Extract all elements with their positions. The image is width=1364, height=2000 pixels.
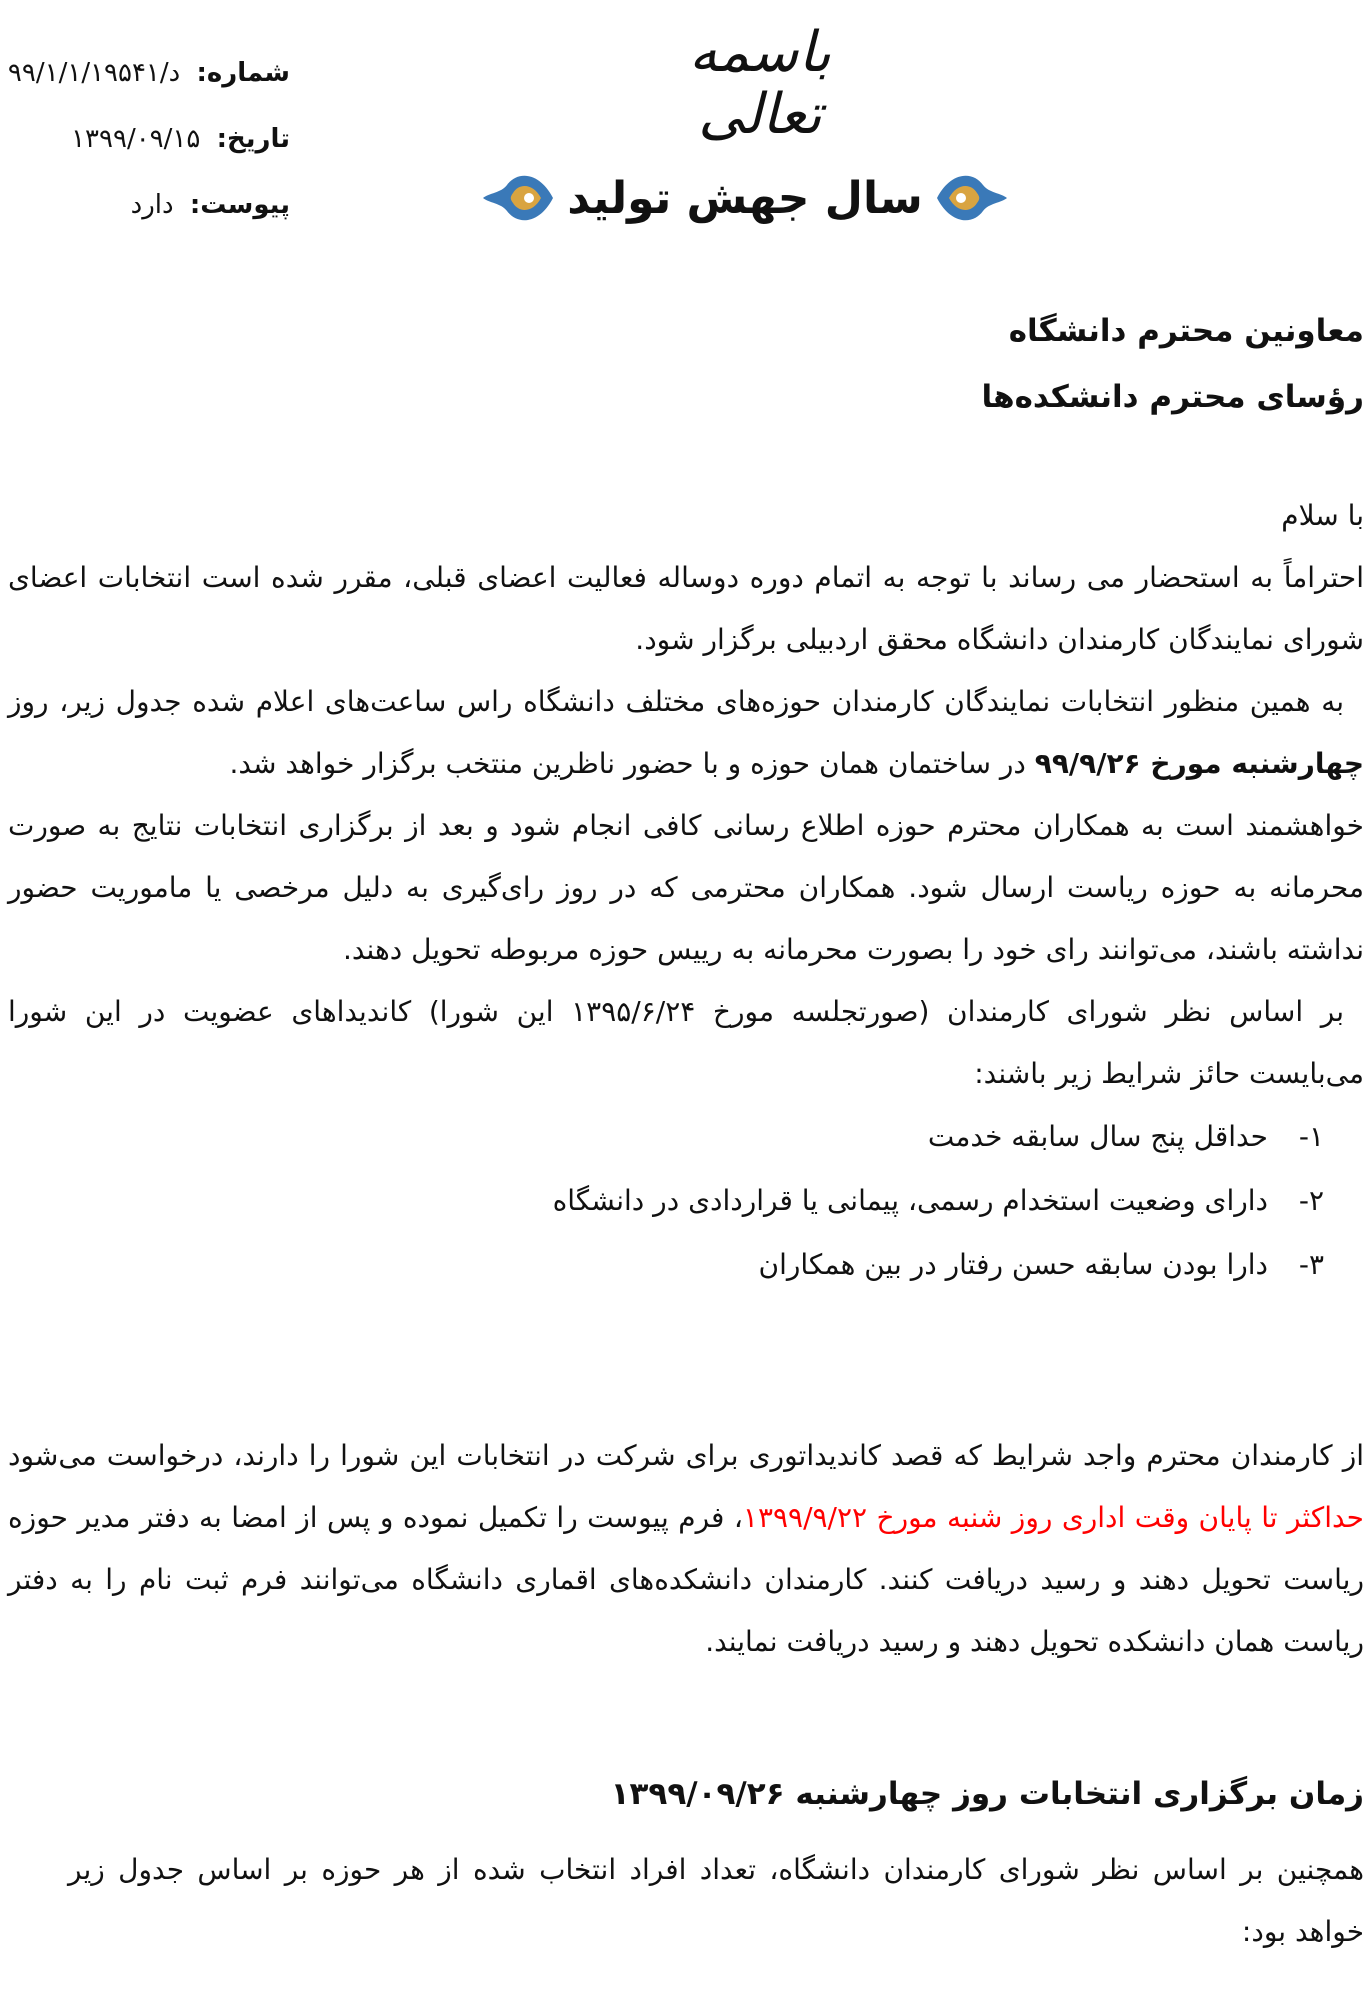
ornament-right-icon xyxy=(931,163,1011,233)
basmala-heading: باسمه تعالی xyxy=(689,20,831,147)
paragraph-conditions-intro: بر اساس نظر شورای کارمندان (صورتجلسه مورخ ۱۳۹۵/۶/۲۴ این شورا) کاندیداهای عضویت در این شورا می‌بایست حائز شرایط زیر باشند: xyxy=(8,995,1364,1090)
list-item xyxy=(8,1233,1324,1297)
letter-date-value: ۱۳۹۹/۰۹/۱۵ xyxy=(71,124,201,154)
conditions-list xyxy=(8,1105,1364,1297)
paragraph-election-schedule xyxy=(8,671,1364,795)
list-item-text: دارای وضعیت استخدام رسمی، پیمانی یا قراردادی در دانشگاه xyxy=(552,1184,1268,1217)
list-item-number: ۳- xyxy=(1298,1248,1324,1281)
election-time-heading: زمان برگزاری انتخابات روز چهارشنبه ۱۳۹۹/۰۹/۲۶ xyxy=(610,1776,1364,1812)
ornament-left-icon xyxy=(479,163,559,233)
letter-body xyxy=(8,298,1364,1963)
list-item-number: ۱- xyxy=(1298,1120,1324,1153)
letter-attachment-row xyxy=(0,172,290,238)
addressee-line: معاونین محترم دانشگاه xyxy=(1008,313,1364,349)
paragraph-text: از کارمندان محترم واجد شرایط که قصد کاندیداتوری برای شرکت در انتخابات این شورا را دارند، درخواست می‌شود xyxy=(8,1439,1364,1472)
list-item xyxy=(8,1105,1324,1169)
paragraph-intro: احتراماً به استحضار می رساند با توجه به اتمام دوره دوساله فعالیت اعضای قبلی، مقرر شده است انتخابات اعضای شورای نمایندگان کارمندان دانشگاه محقق اردبیلی برگزار شود. xyxy=(8,561,1364,656)
letter-number-value: ۹۹/د/۱/۱/۱۹۵۴۱ xyxy=(7,58,181,88)
letter-date-label: تاریخ: xyxy=(216,124,290,154)
section-spacer xyxy=(8,1297,1364,1425)
letter-number-label: شماره: xyxy=(196,58,290,88)
year-title: سال جهش تولید xyxy=(567,172,923,224)
list-item-text: حداقل پنج سال سابقه خدمت xyxy=(927,1120,1268,1153)
paragraph-notification: خواهشمند است به همکاران محترم حوزه اطلاع رسانی کافی انجام شود و بعد از برگزاری انتخابات نتایج به صورت محرمانه به حوزه ریاست ارسال شود. همکاران محترمی که در روز رای‌گیری به دلیل مرخصی یا ماموریت حضور نداشته باشند، می‌توانند رای خود را بصورت محرمانه به رییس حوزه مربوطه تحویل دهند. xyxy=(8,809,1364,966)
deadline-highlight: حداکثر تا پایان وقت اداری روز شنبه مورخ ۱۳۹۹/۹/۲۲ xyxy=(742,1501,1364,1534)
list-item xyxy=(8,1169,1324,1233)
list-item-number: ۲- xyxy=(1298,1184,1324,1217)
greeting: با سلام xyxy=(1281,499,1364,532)
letter-metadata xyxy=(0,40,290,238)
letter-attachment-label: پیوست: xyxy=(189,190,290,220)
paragraph-text: ، فرم پیوست را تکمیل نموده و پس از امضا به دفتر مدیر حوزه ریاست تحویل دهند و رسید دریافت کنند. کارمندان دانشکده‌های اقماری دانشگاه می‌توانند فرم ثبت نام را به دفتر ریاست همان دانشکده تحویل دهند و رسید دریافت نمایند. xyxy=(8,1501,1364,1658)
addressee-line: رؤسای محترم دانشکده‌ها xyxy=(981,379,1364,415)
letter-attachment-value: دارد xyxy=(130,190,174,220)
paragraph-text: در ساختمان همان حوزه و با حضور ناظرین منتخب برگزار خواهد شد. xyxy=(229,747,1035,780)
letter-date-row xyxy=(0,106,290,172)
year-banner xyxy=(505,160,985,236)
paragraph-table-intro: همچنین بر اساس نظر شورای کارمندان دانشگاه، تعداد افراد انتخاب شده از هر حوزه بر اساس جدول زیر خواهد بود: xyxy=(68,1853,1364,1948)
paragraph-text: به همین منظور انتخابات نمایندگان کارمندان حوزه‌های مختلف دانشگاه راس ساعت‌های اعلام شده جدول زیر، روز xyxy=(8,685,1344,718)
election-date-highlight: چهارشنبه مورخ ۹۹/۹/۲۶ xyxy=(1034,747,1364,780)
letter-number-row xyxy=(0,40,290,106)
list-item-text: دارا بودن سابقه حسن رفتار در بین همکاران xyxy=(758,1248,1268,1281)
paragraph-registration xyxy=(8,1425,1364,1673)
